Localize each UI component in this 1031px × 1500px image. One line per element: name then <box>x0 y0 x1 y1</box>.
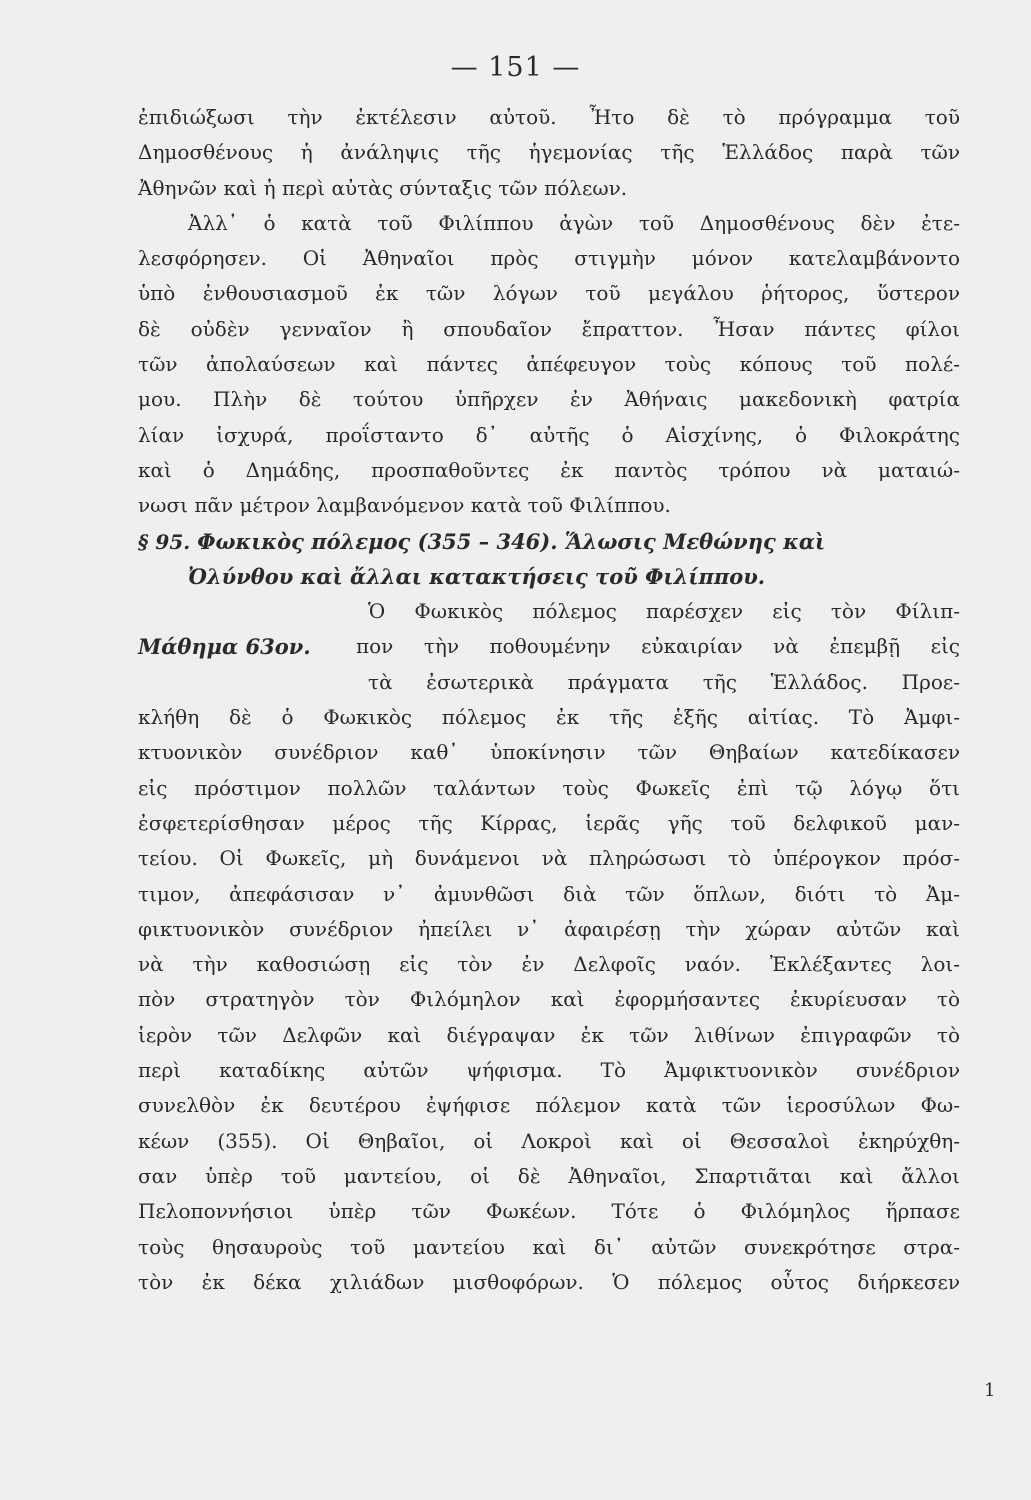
text-line: ὑπὸ ἐνθουσιασμοῦ ἐκ τῶν λόγων τοῦ μεγάλου ῥήτορος, ὕστερον <box>138 281 960 306</box>
text-line: λίαν ἰσχυρά, προΐσταντο δ᾽ αὐτῆς ὁ Αἰσχίνης, ὁ Φιλοκράτης <box>138 422 960 447</box>
text-line: εἰς πρόστιμον πολλῶν ταλάντων τοὺς Φωκεῖς ἐπὶ τῷ λόγῳ ὅτι <box>138 775 960 800</box>
text-line: τείου. Οἱ Φωκεῖς, μὴ δυνάμενοι νὰ πληρώσωσι τὸ ὑπέρογκον πρόσ- <box>138 846 960 871</box>
section-heading <box>138 524 960 559</box>
text-line: ἱερὸν τῶν Δελφῶν καὶ διέγραψαν ἐκ τῶν λιθίνων ἐπιγραφῶν τὸ <box>138 1022 960 1047</box>
text-line: Ἀλλ᾽ ὁ κατὰ τοῦ Φιλίππου ἀγὼν τοῦ Δημοσθένους δὲν ἐτε- <box>188 210 960 235</box>
section-number: § 95. <box>138 529 191 554</box>
text-line: περὶ καταδίκης αὐτῶν ψήφισμα. Τὸ Ἀμφικτυονικὸν συνέδριον <box>138 1058 960 1083</box>
lesson-row <box>138 629 960 664</box>
text-line: ἐσφετερίσθησαν μέρος τῆς Κίρρας, ἱερᾶς γῆς τοῦ δελφικοῦ μαν- <box>138 810 960 835</box>
text-line: νὰ τὴν καθοσιώσῃ εἰς τὸν ἐν Δελφοῖς ναόν. Ἐκλέξαντες λοι- <box>138 952 960 977</box>
text-line: καὶ ὁ Δημάδης, προσπαθοῦντες ἐκ παντὸς τρόπου νὰ ματαιώ- <box>138 457 960 482</box>
text-line: Ὁ Φωκικὸς πόλεμος παρέσχεν εἰς τὸν Φίλιπ- <box>368 599 960 624</box>
section-title-continued <box>138 559 960 594</box>
text-line: Πελοποννήσιοι ὑπὲρ τῶν Φωκέων. Τότε ὁ Φιλόμηλος ἥρπασε <box>138 1199 960 1224</box>
text-line: κέων (355). Οἱ Θηβαῖοι, οἱ Λοκροὶ καὶ οἱ Θεσσαλοὶ ἐκηρύχθη- <box>138 1128 960 1153</box>
text-line: πὸν στρατηγὸν τὸν Φιλόμηλον καὶ ἐφορμήσαντες ἐκυρίευσαν τὸ <box>138 987 960 1012</box>
text-line: τοὺς θησαυροὺς τοῦ μαντείου καὶ δι᾽ αὐτῶν συνεκρότησε στρα- <box>138 1234 960 1259</box>
text-line: τὸν ἐκ δέκα χιλιάδων μισθοφόρων. Ὁ πόλεμος οὗτος διήρκεσεν <box>138 1269 960 1294</box>
text-line: τιμον, ἀπεφάσισαν ν᾽ ἀμυνθῶσι διὰ τῶν ὅπλων, διότι τὸ Ἀμ- <box>138 881 960 906</box>
section-title-line2: Ὀλύνθου καὶ ἄλλαι κατακτήσεις τοῦ Φιλίππου. <box>188 563 766 589</box>
text-line: τὰ ἐσωτερικὰ πράγματα τῆς Ἑλλάδος. Προε- <box>368 669 960 694</box>
text-line: τῶν ἀπολαύσεων καὶ πάντες ἀπέφευγον τοὺς κόπους τοῦ πολέ- <box>138 352 960 377</box>
text-line: ἐπιδιώξωσι τὴν ἐκτέλεσιν αὐτοῦ. Ἦτο δὲ τὸ πρόγραμμα τοῦ <box>138 105 960 129</box>
text-line: Ἀθηνῶν καὶ ἡ περὶ αὐτὰς σύνταξις τῶν πόλεων. <box>138 175 628 200</box>
text-line: Δημοσθένους ἡ ἀνάληψις τῆς ἡγεμονίας τῆς Ἑλλάδος παρὰ τῶν <box>138 140 960 165</box>
text-line: κτυονικὸν συνέδριον καθ᾽ ὑποκίνησιν τῶν Θηβαίων κατεδίκασεν <box>138 740 960 765</box>
text-line: μου. Πλὴν δὲ τούτου ὑπῆρχεν ἐν Ἀθήναις μακεδονικὴ φατρία <box>138 387 960 412</box>
section-title: Φωκικὸς πόλεμος (355 – 346). Ἅλωσις Μεθώνης καὶ <box>197 528 826 554</box>
page-body <box>138 100 960 1300</box>
text-line: λεσφόρησεν. Οἱ Ἀθηναῖοι πρὸς στιγμὴν μόνον κατελαμβάνοντο <box>138 246 960 271</box>
text-line: συνελθὸν ἐκ δευτέρου ἐψήφισε πόλεμον κατὰ τῶν ἱεροσύλων Φω- <box>138 1093 960 1118</box>
text-line: κλήθη δὲ ὁ Φωκικὸς πόλεμος ἐκ τῆς ἑξῆς αἰτίας. Τὸ Ἀμφι- <box>138 705 960 730</box>
text-line: νωσι πᾶν μέτρον λαμβανόμενον κατὰ τοῦ Φιλίππου. <box>138 493 671 518</box>
margin-mark: 1 <box>984 1380 996 1401</box>
text-line: φικτυονικὸν συνέδριον ἠπείλει ν᾽ ἀφαιρέσῃ τὴν χώραν αὐτῶν καὶ <box>138 916 960 941</box>
lesson-label: Μάθημα 63ον. <box>138 634 311 660</box>
page-number: — 151 — <box>450 52 581 83</box>
text-line: πον τὴν ποθουμένην εὐκαιρίαν νὰ ἐπεμβῇ εἰς <box>356 634 960 659</box>
text-line: δὲ οὐδὲν γενναῖον ἢ σπουδαῖον ἔπραττον. Ἦσαν πάντες φίλοι <box>138 316 960 341</box>
text-line: σαν ὑπὲρ τοῦ μαντείου, οἱ δὲ Ἀθηναῖοι, Σπαρτιᾶται καὶ ἄλλοι <box>138 1163 960 1188</box>
